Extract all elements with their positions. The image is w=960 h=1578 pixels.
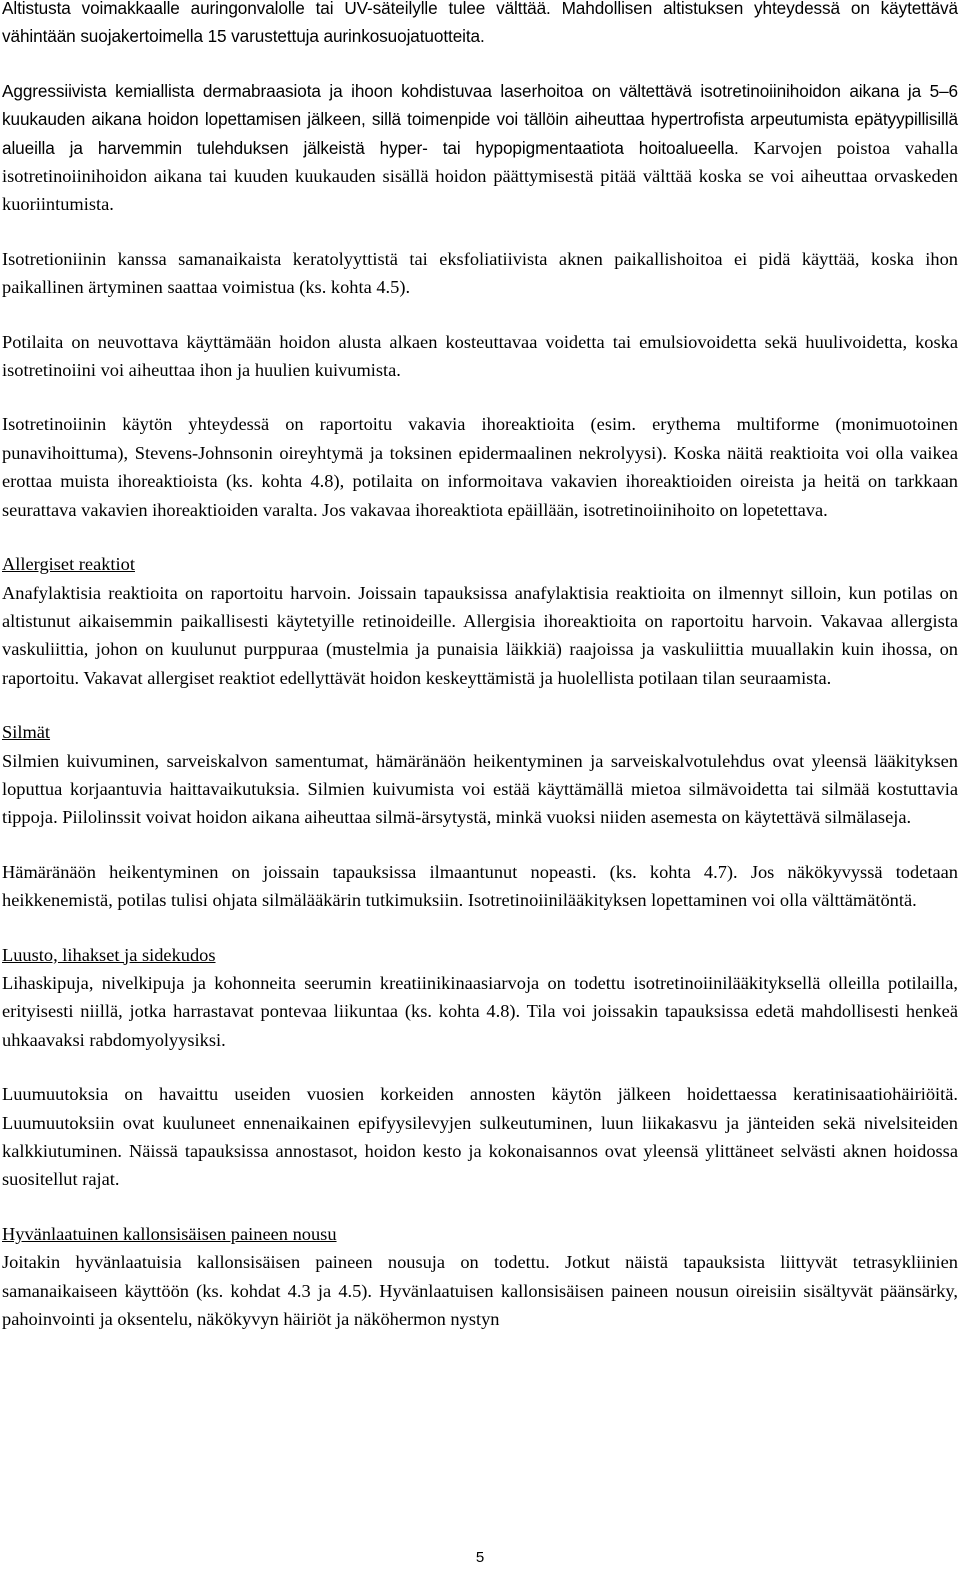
section-intracranial	[2, 1220, 958, 1334]
section-heading-intracranial: Hyvänlaatuinen kallonsisäisen paineen nousu	[2, 1223, 337, 1244]
section-heading-allergic: Allergiset reaktiot	[2, 554, 135, 575]
section-musculoskeletal-paragraph-2: Luumuutoksia on havaittu useiden vuosien korkeiden annosten käytön jälkeen hoidettaessa keratinisaatiohäiriöitä. Luumuutoksiin ovat kuuluneet ennenaikainen epifyysilevyjen sulkeutuminen, luun liikakasvu ja jänteiden sekä nivelsiteiden kalkkiutuminen. Näissä tapauksissa annostasot, hoidon kesto ja kokonaisannos ovat yleensä ylittäneet selvästi aknen hoidossa suositellut rajat.	[2, 1084, 958, 1190]
paragraph-keratolytics: Isotretioniinin kanssa samanaikaista keratolyyttistä tai eksfoliatiivista aknen paikallishoitoa ei pidä käyttää, koska ihon paikallinen ärtyminen saattaa voimistua (ks. kohta 4.5).	[2, 248, 958, 298]
section-allergic-paragraph: Anafylaktisia reaktioita on raportoitu harvoin. Joissain tapauksissa anafylaktisia reaktioita on ilmennyt silloin, kun potilas on altistunut aikaisemmin paikallisesti käytetyille retinoideille. Allergisia ihoreaktioita on raportoitu harvoin. Vakavaa allergista vaskuliittia, johon on kuulunut purppuraa (mustelmia ja punaisia läikkiä) raajoissa ja vaskuliittia muuallakin kuin ihossa, on raportoitu. Vakavat allergiset reaktiot edellyttävät hoidon keskeyttämistä ja huolellista potilaan tilan seuraamista.	[2, 582, 958, 688]
section-musculoskeletal	[2, 941, 958, 1194]
paragraph-moisturizer: Potilaita on neuvottava käyttämään hoidon alusta alkaen kosteuttavaa voidetta tai emulsiovoidetta sekä huulivoidetta, koska isotretinoiini voi aiheuttaa ihon ja huulien kuivumista.	[2, 331, 958, 381]
section-eyes	[2, 718, 958, 914]
section-musculoskeletal-paragraph-1: Lihaskipuja, nivelkipuja ja kohonneita seerumin kreatiinikinaasiarvoja on todettu isotretinoiinilääkityksellä olleilla potilailla, erityisesti niillä, jotka harrastavat pontevaa liikuntaa (ks. kohta 4.8). Tila voi joissakin tapauksissa edetä mahdollisesti henkeä uhkaavaksi rabdomyolyysiksi.	[2, 972, 958, 1050]
document-page	[2, 0, 958, 1359]
section-eyes-paragraph-2: Hämäränäön heikentyminen on joissain tapauksissa ilmaantunut nopeasti. (ks. kohta 4.7). Jos näkökyvyssä todetaan heikkenemistä, potilas tulisi ohjata silmälääkärin tutkimuksiin. Isotretinoiinilääkityksen lopettaminen voi olla välttämätöntä.	[2, 861, 958, 911]
paragraph-dermabrasion-sans-part: Aggressiivista kemiallista dermabraasiota ja ihoon kohdistuvaa laserhoitoa on vältettävä isotretinoiinihoidon aikana ja 5–6 kuukauden aikana hoidon lopettamisen jälkeen, sillä toimenpide voi tällöin aiheuttaa hypertrofista arpeutumista epätyypillisillä alueilla ja harvemmin tulehduksen jälkeistä hyper- tai hypopigmentaatiota hoitoalueella.	[2, 80, 958, 158]
paragraph-dermabrasion	[2, 77, 958, 219]
section-intracranial-paragraph: Joitakin hyvänlaatuisia kallonsisäisen paineen nousuja on todettu. Jotkut näistä tapauksista liittyvät tetrasykliinien samanaikaiseen käyttöön (ks. kohdat 4.3 ja 4.5). Hyvänlaatuisen kallonsisäisen paineen nousun oireisiin sisältyvät päänsärky, pahoinvointi ja oksentelu, näkökyvyn häiriöt ja näköhermon nystyn	[2, 1252, 958, 1330]
paragraph-skin-reactions: Isotretinoiinin käytön yhteydessä on raportoitu vakavia ihoreaktioita (esim. erythema multiforme (monimuotoinen punavihoittuma), Stevens-Johnsonin oireyhtymä ja toksinen epidermaalinen nekrolyysi). Koska näitä reaktioita voi olla vaikea erottaa muista ihoreaktioista (ks. kohta 4.8), potilaita on informoitava vakavien ihoreaktioiden oireista ja heitä on tarkkaan seurattava vakavien ihoreaktioiden varalta. Jos vakavaa ihoreaktiota epäillään, isotretinoiinihoito on lopetettava.	[2, 414, 958, 520]
paragraph-dermabrasion-serif-part: Karvojen poistoa vahalla isotretinoiinihoidon aikana tai kuuden kuukauden sisällä hoidon päättymisestä pitää välttää koska se voi aiheuttaa orvaskeden kuoriintumista.	[2, 137, 958, 215]
page-number: 5	[475, 1549, 485, 1566]
paragraph-sun-exposure: Altistusta voimakkaalle auringonvalolle tai UV-säteilylle tulee välttää. Mahdollisen altistuksen yhteydessä on käytettävä vähintään suojakertoimella 15 varustettuja aurinkosuojatuotteita.	[2, 0, 958, 47]
section-allergic	[2, 550, 958, 692]
section-heading-eyes: Silmät	[2, 722, 51, 743]
section-heading-musculoskeletal: Luusto, lihakset ja sidekudos	[2, 944, 216, 965]
section-eyes-paragraph-1: Silmien kuivuminen, sarveiskalvon samentumat, hämäränäön heikentyminen ja sarveiskalvotulehdus ovat yleensä lääkityksen loputtua korjaantuvia haittavaikutuksia. Silmien kuivumista voi estää käyttämällä mietoa silmävoidetta tai silmää kostuttavia tippoja. Piilolinssit voivat hoidon aikana aiheuttaa silmä-ärsytystä, minkä vuoksi niiden asemesta on käytettävä silmälaseja.	[2, 750, 958, 828]
